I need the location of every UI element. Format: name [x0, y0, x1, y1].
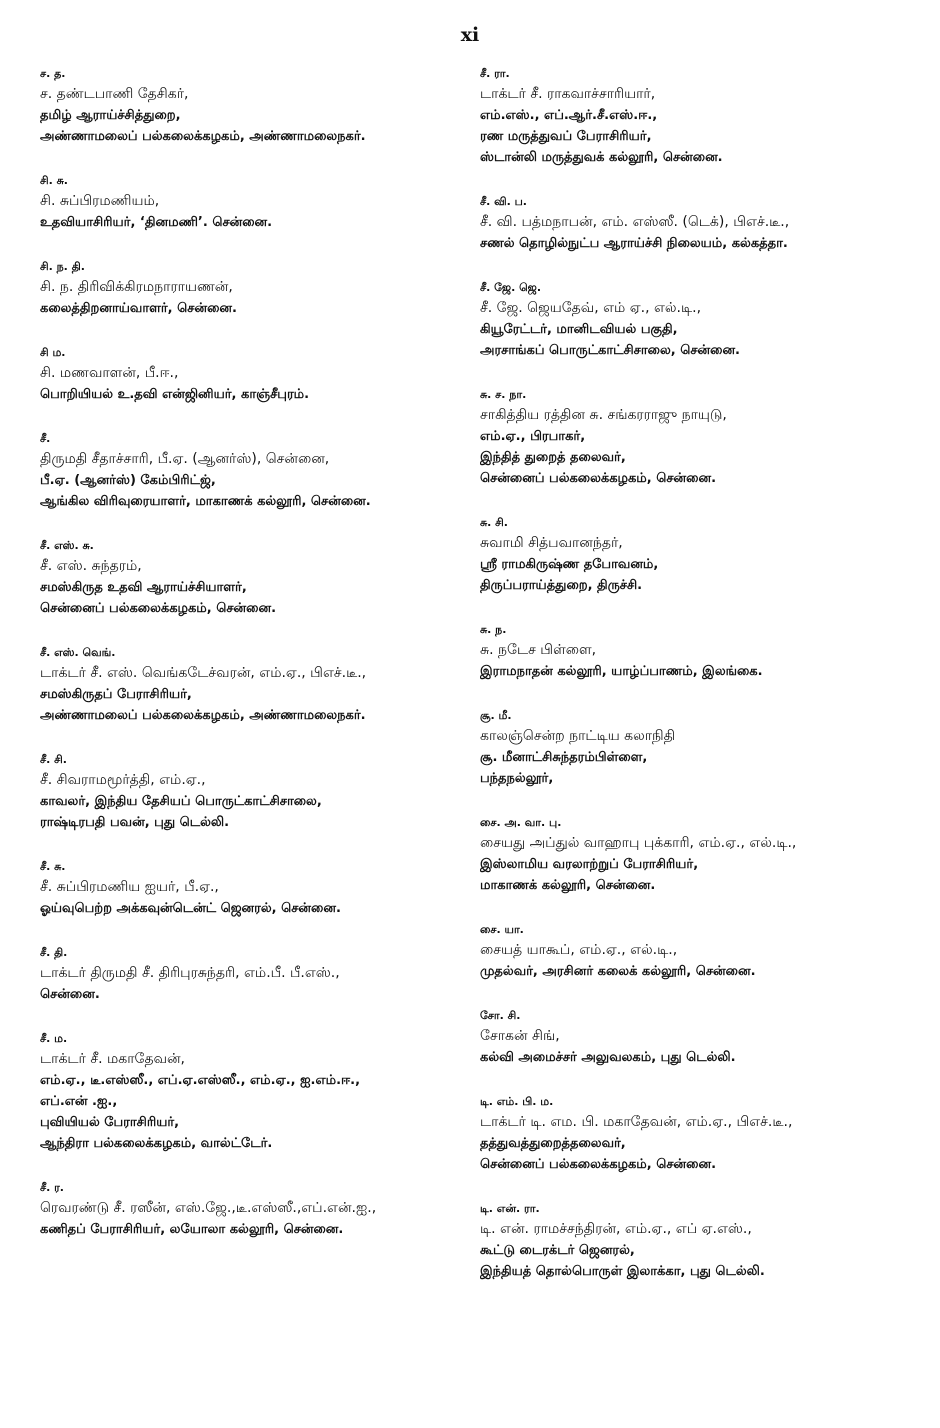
contributor-detail-line: சென்னை.	[40, 987, 100, 1002]
contributor-abbreviation: சீ. ரா.	[480, 67, 510, 80]
contributor-name: டாக்டர் டி. எம. பி. மகாதேவன், எம்.ஏ., பிஎச்.டீ.,	[480, 1114, 793, 1130]
contributor-detail-line: பொறியியல் உ.தவி என்ஜினியர், காஞ்சீபுரம்.	[40, 387, 310, 402]
contributor-detail-line: இந்தித் துறைத் தலைவர்,	[480, 450, 626, 465]
contributor-detail-line: இராமநாதன் கல்லூரி, யாழ்ப்பாணம், இலங்கை.	[480, 664, 763, 679]
contributor-entry	[40, 643, 472, 726]
contributor-detail-line: ரண மருத்துவப் பேராசிரியர்,	[480, 129, 652, 144]
contributor-detail-line: கணிதப் பேராசிரியர், லயோலா கல்லூரி, சென்னை.	[40, 1222, 344, 1237]
contributor-entry	[40, 64, 472, 147]
contributor-abbreviation: சை. யா.	[480, 923, 524, 936]
contributor-entry	[480, 1006, 912, 1068]
contributor-abbreviation: சி ம.	[40, 346, 66, 359]
contributor-abbreviation: சு. ந.	[480, 623, 507, 636]
contributor-abbreviation: சீ. சி.	[40, 753, 67, 766]
contributor-detail-line: எம்.ஏ., பிரபாகர்,	[480, 429, 586, 444]
contributor-name: சி. மணவாளன், பீ.ஈ.,	[40, 365, 179, 381]
contributor-abbreviation: டி. எம். பி. ம.	[480, 1095, 554, 1108]
contributor-detail-line: சென்னைப் பல்கலைக்கழகம், சென்னை.	[480, 471, 717, 486]
contributor-name: டி. என். ராமச்சந்திரன், எம்.ஏ., எப் ஏ.எஸ்.,	[480, 1221, 752, 1237]
contributor-detail-line: காவலர், இந்திய தேசியப் பொருட்காட்சிசாலை,	[40, 794, 322, 809]
contributor-detail-line: பீ.ஏ. (ஆனர்ஸ்) கேம்பிரிட்ஜ்,	[40, 473, 216, 488]
contributor-entry	[480, 278, 912, 361]
contributor-entry	[40, 857, 472, 919]
contributor-detail-line: மாகாணக் கல்லூரி, சென்னை.	[480, 878, 656, 893]
contributor-detail-line: எம்.எஸ்., எப்.ஆர்.சீ.எஸ்.ஈ.,	[480, 108, 658, 123]
contributor-name: ரெவரண்டு சீ. ரஸீன், எஸ்.ஜே.,டீ.எஸ்ஸீ.,எப்.என்.ஐ.,	[40, 1200, 377, 1216]
contributor-entry	[480, 1199, 912, 1282]
contributor-abbreviation: சூ. மீ.	[480, 709, 512, 722]
contributor-detail-line: தமிழ் ஆராய்ச்சித்துறை,	[40, 108, 181, 123]
contributor-detail-line: அண்ணாமலைப் பல்கலைக்கழகம், அண்ணாமலைநகர்.	[40, 708, 366, 723]
contributor-entry	[40, 943, 472, 1005]
contributor-detail-line: பந்தநல்லூர்,	[480, 771, 554, 786]
contributor-detail-line: இந்தியத் தொல்பொருள் இலாக்கா, புது டெல்லி.	[480, 1264, 765, 1279]
contributor-entry	[480, 920, 912, 982]
contributor-detail-line: ஓய்வுபெற்ற அக்கவுன்டென்ட் ஜெனரல், சென்னை.	[40, 901, 341, 916]
contributor-detail-line: கல்வி அமைச்சர் அலுவலகம், புது டெல்லி.	[480, 1050, 736, 1065]
contributor-entry	[480, 513, 912, 596]
contributor-name: சீ. ஜே. ஜெயதேவ், எம் ஏ., எல்.டி.,	[480, 300, 702, 316]
contributor-detail-line: சூ. மீனாட்சிசுந்தரம்பிள்ளை,	[480, 750, 648, 765]
contributor-abbreviation: சை. அ. வா. பு.	[480, 816, 562, 829]
contributor-entry	[40, 429, 472, 512]
contributor-name: டாக்டர் சீ. எஸ். வெங்கடேச்வரன், எம்.ஏ., பிஎச்.டீ.,	[40, 665, 367, 681]
contributor-name: டாக்டர் சீ. மகாதேவன்,	[40, 1051, 185, 1067]
contributor-name: காலஞ்சென்ற நாட்டிய கலாநிதி	[480, 728, 676, 744]
contributor-detail-line: எப்.என் .ஐ.,	[40, 1094, 118, 1109]
contributor-entry	[480, 620, 912, 682]
contributor-entry	[480, 385, 912, 489]
contributor-detail-line: ராஷ்டிரபதி பவன், புது டெல்லி.	[40, 815, 230, 830]
contributor-detail-line: ஸ்ரீ ராமகிருஷ்ண தபோவனம்,	[480, 557, 659, 572]
contributor-detail-line: சமஸ்கிருதப் பேராசிரியர்,	[40, 687, 192, 702]
contributor-detail-line: திருப்பராய்த்துறை, திருச்சி.	[480, 578, 643, 593]
contributor-name: சி. ந. திரிவிக்கிரமநாராயணன்,	[40, 279, 233, 295]
contributor-entry	[480, 192, 912, 254]
contributor-detail-line: உதவியாசிரியர், ‘தினமணி’. சென்னை.	[40, 215, 273, 230]
contributor-detail-line: முதல்வர், அரசினர் கலைக் கல்லூரி, சென்னை.	[480, 964, 756, 979]
left-column	[40, 64, 472, 1264]
contributor-abbreviation: டி. என். ரா.	[480, 1202, 540, 1215]
contributor-abbreviation: சீ. வி. ப.	[480, 195, 527, 208]
contributor-entry	[480, 813, 912, 896]
contributor-entry	[40, 171, 472, 233]
contributor-name: டாக்டர் சீ. ராகவாச்சாரியார்,	[480, 86, 656, 102]
contributor-abbreviation: சீ. எஸ். வெங்.	[40, 646, 116, 659]
contributor-abbreviation: சோ. சி.	[480, 1009, 521, 1022]
contributor-detail-line: சென்னைப் பல்கலைக்கழகம், சென்னை.	[480, 1157, 717, 1172]
contributor-entry	[40, 257, 472, 319]
contributor-entry	[40, 343, 472, 405]
contributor-abbreviation: சி. சு.	[40, 174, 68, 187]
contributor-detail-line: கலைத்திறனாய்வாளர், சென்னை.	[40, 301, 237, 316]
contributor-name: சையத் யாகூப், எம்.ஏ., எல்.டி.,	[480, 942, 678, 958]
contributor-entry	[480, 706, 912, 789]
contributor-abbreviation: சீ. தி.	[40, 946, 68, 959]
right-column	[480, 64, 912, 1306]
contributor-abbreviation: சு. ச. நா.	[480, 388, 527, 401]
contributor-detail-line: அரசாங்கப் பொருட்காட்சிசாலை, சென்னை.	[480, 343, 740, 358]
contributor-name: சு. நடேச பிள்ளை,	[480, 642, 597, 658]
contributor-entry	[40, 1178, 472, 1240]
contributor-name: சீ. சுப்பிரமணிய ஐயர், பீ.ஏ.,	[40, 879, 219, 895]
contributor-abbreviation: சீ. ஜே. ஜெ.	[480, 281, 542, 294]
page-number: xi	[460, 24, 480, 46]
contributor-entry	[40, 1029, 472, 1154]
contributor-entry	[40, 536, 472, 619]
contributor-detail-line: இஸ்லாமிய வரலாற்றுப் பேராசிரியர்,	[480, 857, 699, 872]
contributor-name: சோகன் சிங்,	[480, 1028, 560, 1044]
contributor-name: சுவாமி சித்பவானந்தர்,	[480, 535, 623, 551]
contributor-detail-line: தத்துவத்துறைத்தலைவர்,	[480, 1136, 626, 1151]
contributor-detail-line: அண்ணாமலைப் பல்கலைக்கழகம், அண்ணாமலைநகர்.	[40, 129, 366, 144]
contributor-detail-line: ஆந்திரா பல்கலைக்கழகம், வால்ட்டேர்.	[40, 1136, 273, 1151]
contributor-name: ச. தண்டபாணி தேசிகர்,	[40, 86, 189, 102]
contributor-abbreviation: சீ. எஸ். சு.	[40, 539, 94, 552]
contributor-name: திருமதி சீதாச்சாரி, பீ.ஏ. (ஆனர்ஸ்), சென்னை,	[40, 451, 330, 467]
contributor-detail-line: கூட்டு டைரக்டர் ஜெனரல்,	[480, 1243, 635, 1258]
contributor-name: சீ. சிவராமமூர்த்தி, எம்.ஏ.,	[40, 772, 206, 788]
contributor-abbreviation: சீ. சு.	[40, 860, 66, 873]
contributor-detail-line: எம்.ஏ., டீ.எஸ்ஸீ., எப்.ஏ.எஸ்ஸீ., எம்.ஏ., ஐ.எம்.ஈ.,	[40, 1073, 361, 1088]
contributor-abbreviation: ச. த.	[40, 67, 66, 80]
contributor-name: சீ. வி. பத்மநாபன், எம். எஸ்ஸீ. (டெக்), பிஎச்.டீ.,	[480, 214, 790, 230]
contributor-detail-line: சணல் தொழில்நுட்ப ஆராய்ச்சி நிலையம், கல்கத்தா.	[480, 236, 788, 251]
contributor-detail-line: புவியியல் பேராசிரியர்,	[40, 1115, 180, 1130]
contributor-abbreviation: சு. சி.	[480, 516, 508, 529]
contributor-entry	[40, 750, 472, 833]
contributor-detail-line: ஆங்கில விரிவுரையாளர், மாகாணக் கல்லூரி, சென்னை.	[40, 494, 371, 509]
contributor-detail-line: கியூரேட்டர், மானிடவியல் பகுதி,	[480, 322, 678, 337]
contributor-detail-line: ஸ்டான்லி மருத்துவக் கல்லூரி, சென்னை.	[480, 150, 723, 165]
contributor-abbreviation: சீ.	[40, 432, 51, 445]
contributor-abbreviation: சீ. ம.	[40, 1032, 68, 1045]
contributor-name: சி. சுப்பிரமணியம்,	[40, 193, 160, 209]
contributor-entry	[480, 1092, 912, 1175]
contributor-name: சீ. எஸ். சுந்தரம்,	[40, 558, 142, 574]
contributor-name: சாகித்திய ரத்தின சு. சங்கரராஜு நாயுடு,	[480, 407, 727, 423]
contributor-abbreviation: சி. ந. தி.	[40, 260, 85, 273]
contributor-name: சையது அப்துல் வாஹாபு புக்காரி, எம்.ஏ., எல்.டி.,	[480, 835, 797, 851]
contributor-abbreviation: சீ. ர.	[40, 1181, 64, 1194]
contributor-detail-line: சமஸ்கிருத உதவி ஆராய்ச்சியாளர்,	[40, 580, 247, 595]
contributor-entry	[480, 64, 912, 168]
contributor-detail-line: சென்னைப் பல்கலைக்கழகம், சென்னை.	[40, 601, 277, 616]
contributor-name: டாக்டர் திருமதி சீ. திரிபுரசுந்தரி, எம்.பீ. பீ.எஸ்.,	[40, 965, 340, 981]
